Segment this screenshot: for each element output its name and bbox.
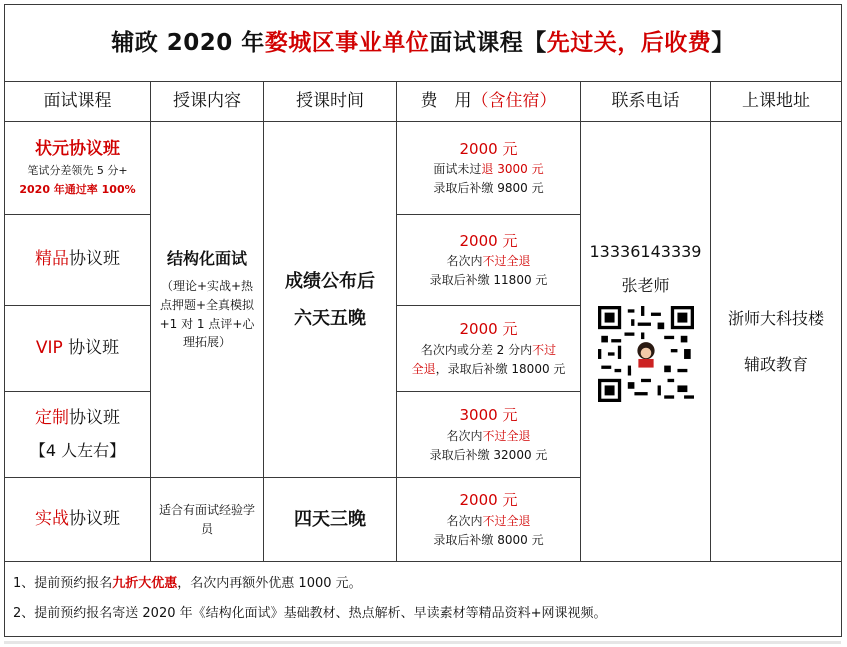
course-name-text: 协议班 <box>69 407 120 428</box>
course-cell <box>5 392 151 478</box>
fee-condition <box>401 512 576 531</box>
fee-payment: 录取后补缴 9800 元 <box>433 181 544 196</box>
fee-amount: 2000 元 <box>459 491 518 510</box>
page-shadow <box>4 641 841 644</box>
note-1-tail: ，名次内再额外优惠 1000 元。 <box>177 576 362 591</box>
time-practice: 四天三晚 <box>294 509 366 530</box>
title-prefix: 辅政 2020 年 <box>111 29 265 56</box>
table-row <box>5 122 842 215</box>
course-name-red: 定制 <box>35 407 69 428</box>
course-name-text: 协议班 <box>62 337 120 358</box>
fee-condition <box>401 160 576 179</box>
fee-condition-red: 不过全退 <box>482 254 531 269</box>
course-name <box>9 406 146 432</box>
title-promo: 先过关，后收费 <box>546 29 712 56</box>
fee-amount: 3000 元 <box>459 406 518 425</box>
title-row <box>5 5 842 82</box>
title-suffix: 】 <box>711 29 735 56</box>
fee-cell <box>397 122 581 215</box>
time-cell <box>264 122 397 478</box>
time-line-1: 成绩公布后 <box>285 270 375 292</box>
course-name-red: 精品 <box>35 249 69 270</box>
page-title <box>5 5 842 82</box>
fee-cell <box>397 306 581 392</box>
note-1 <box>13 569 833 599</box>
fee-condition-red: 不过全退 <box>482 513 531 528</box>
note-2: 2、提前预约报名寄送 2020 年《结构化面试》基础教材、热点解析、早读素材等精品资料+网课视频。 <box>13 606 607 621</box>
fee-condition-text: 名次内或分差 2 分内 <box>420 342 533 357</box>
contact-phone: 13336143339 <box>589 242 702 261</box>
header-time: 授课时间 <box>264 82 397 122</box>
fee-cell <box>397 478 581 562</box>
time-practice-cell <box>264 478 397 562</box>
fee-cell <box>397 392 581 478</box>
address-line-2: 辅政教育 <box>743 354 808 374</box>
content-practice: 适合有面试经验学员 <box>158 502 255 536</box>
notes-cell <box>5 562 842 637</box>
fee-payment: 录取后补缴 8000 元 <box>433 532 544 547</box>
header-content: 授课内容 <box>151 82 264 122</box>
contact-name: 张老师 <box>621 276 670 295</box>
course-name-red: VIP <box>35 337 63 358</box>
header-phone: 联系电话 <box>581 82 711 122</box>
fee-payment: 录取后补缴 11800 元 <box>429 273 548 288</box>
header-fee-note: （含住宿） <box>471 90 557 111</box>
course-cell <box>5 478 151 562</box>
fee-amount: 2000 元 <box>459 139 518 158</box>
time-line-2: 六天五晚 <box>294 307 366 329</box>
notes-row <box>5 562 842 637</box>
course-name-text: 协议班 <box>69 249 120 270</box>
course-table <box>4 4 842 637</box>
fee-condition-red: 不过全退 <box>482 428 531 443</box>
course-name-red: 实战 <box>35 508 69 529</box>
fee-condition-text: 面试未过 <box>433 162 482 177</box>
course-name <box>9 507 146 533</box>
content-title: 结构化面试 <box>166 249 247 269</box>
fee-payment-text: ，录取后补缴 18000 元 <box>435 361 566 376</box>
course-cell <box>5 306 151 392</box>
contact-cell <box>581 122 711 562</box>
fee-condition-text: 名次内 <box>446 513 483 528</box>
title-highlight: 婺城区事业单位 <box>264 29 430 56</box>
course-note: 【4 人左右】 <box>29 441 126 461</box>
title-middle: 面试课程【 <box>429 29 547 56</box>
course-note: 笔试分差领先 5 分+ <box>27 164 128 178</box>
fee-payment <box>401 360 576 379</box>
fee-payment-red: 全退 <box>411 361 436 376</box>
fee-condition <box>401 427 576 446</box>
course-name-text: 协议班 <box>69 508 120 529</box>
fee-condition-red: 退 3000 元 <box>481 162 544 177</box>
course-name <box>9 247 146 273</box>
fee-condition <box>401 341 576 360</box>
content-detail: （理论+实战+热点押题+全真模拟+1 对 1 点评+心理拓展） <box>159 279 255 350</box>
address-cell <box>711 122 842 562</box>
header-fee <box>397 82 581 122</box>
header-row <box>5 82 842 122</box>
fee-amount: 2000 元 <box>459 320 518 339</box>
fee-cell <box>397 215 581 306</box>
course-name <box>9 137 146 163</box>
course-table-sheet <box>4 4 841 641</box>
header-course: 面试课程 <box>5 82 151 122</box>
header-address: 上课地址 <box>711 82 842 122</box>
fee-amount: 2000 元 <box>459 231 518 250</box>
content-practice-cell <box>151 478 264 562</box>
course-pass-rate: 2020 年通过率 100% <box>19 182 136 196</box>
address-line-1: 浙师大科技楼 <box>727 308 824 328</box>
note-1-highlight: 九折大优惠 <box>112 576 178 591</box>
fee-condition-red: 不过 <box>532 342 557 357</box>
fee-condition <box>401 252 576 271</box>
qr-code-icon <box>598 306 694 402</box>
course-name-red: 状元协议班 <box>35 138 120 159</box>
fee-condition-text: 名次内 <box>446 254 483 269</box>
note-1-text: 1、提前预约报名 <box>13 576 113 591</box>
content-cell <box>151 122 264 478</box>
course-name <box>9 336 146 362</box>
header-fee-label: 费 用 <box>420 90 472 111</box>
course-cell <box>5 122 151 215</box>
fee-payment: 录取后补缴 32000 元 <box>429 447 548 462</box>
course-cell <box>5 215 151 306</box>
fee-condition-text: 名次内 <box>446 428 483 443</box>
